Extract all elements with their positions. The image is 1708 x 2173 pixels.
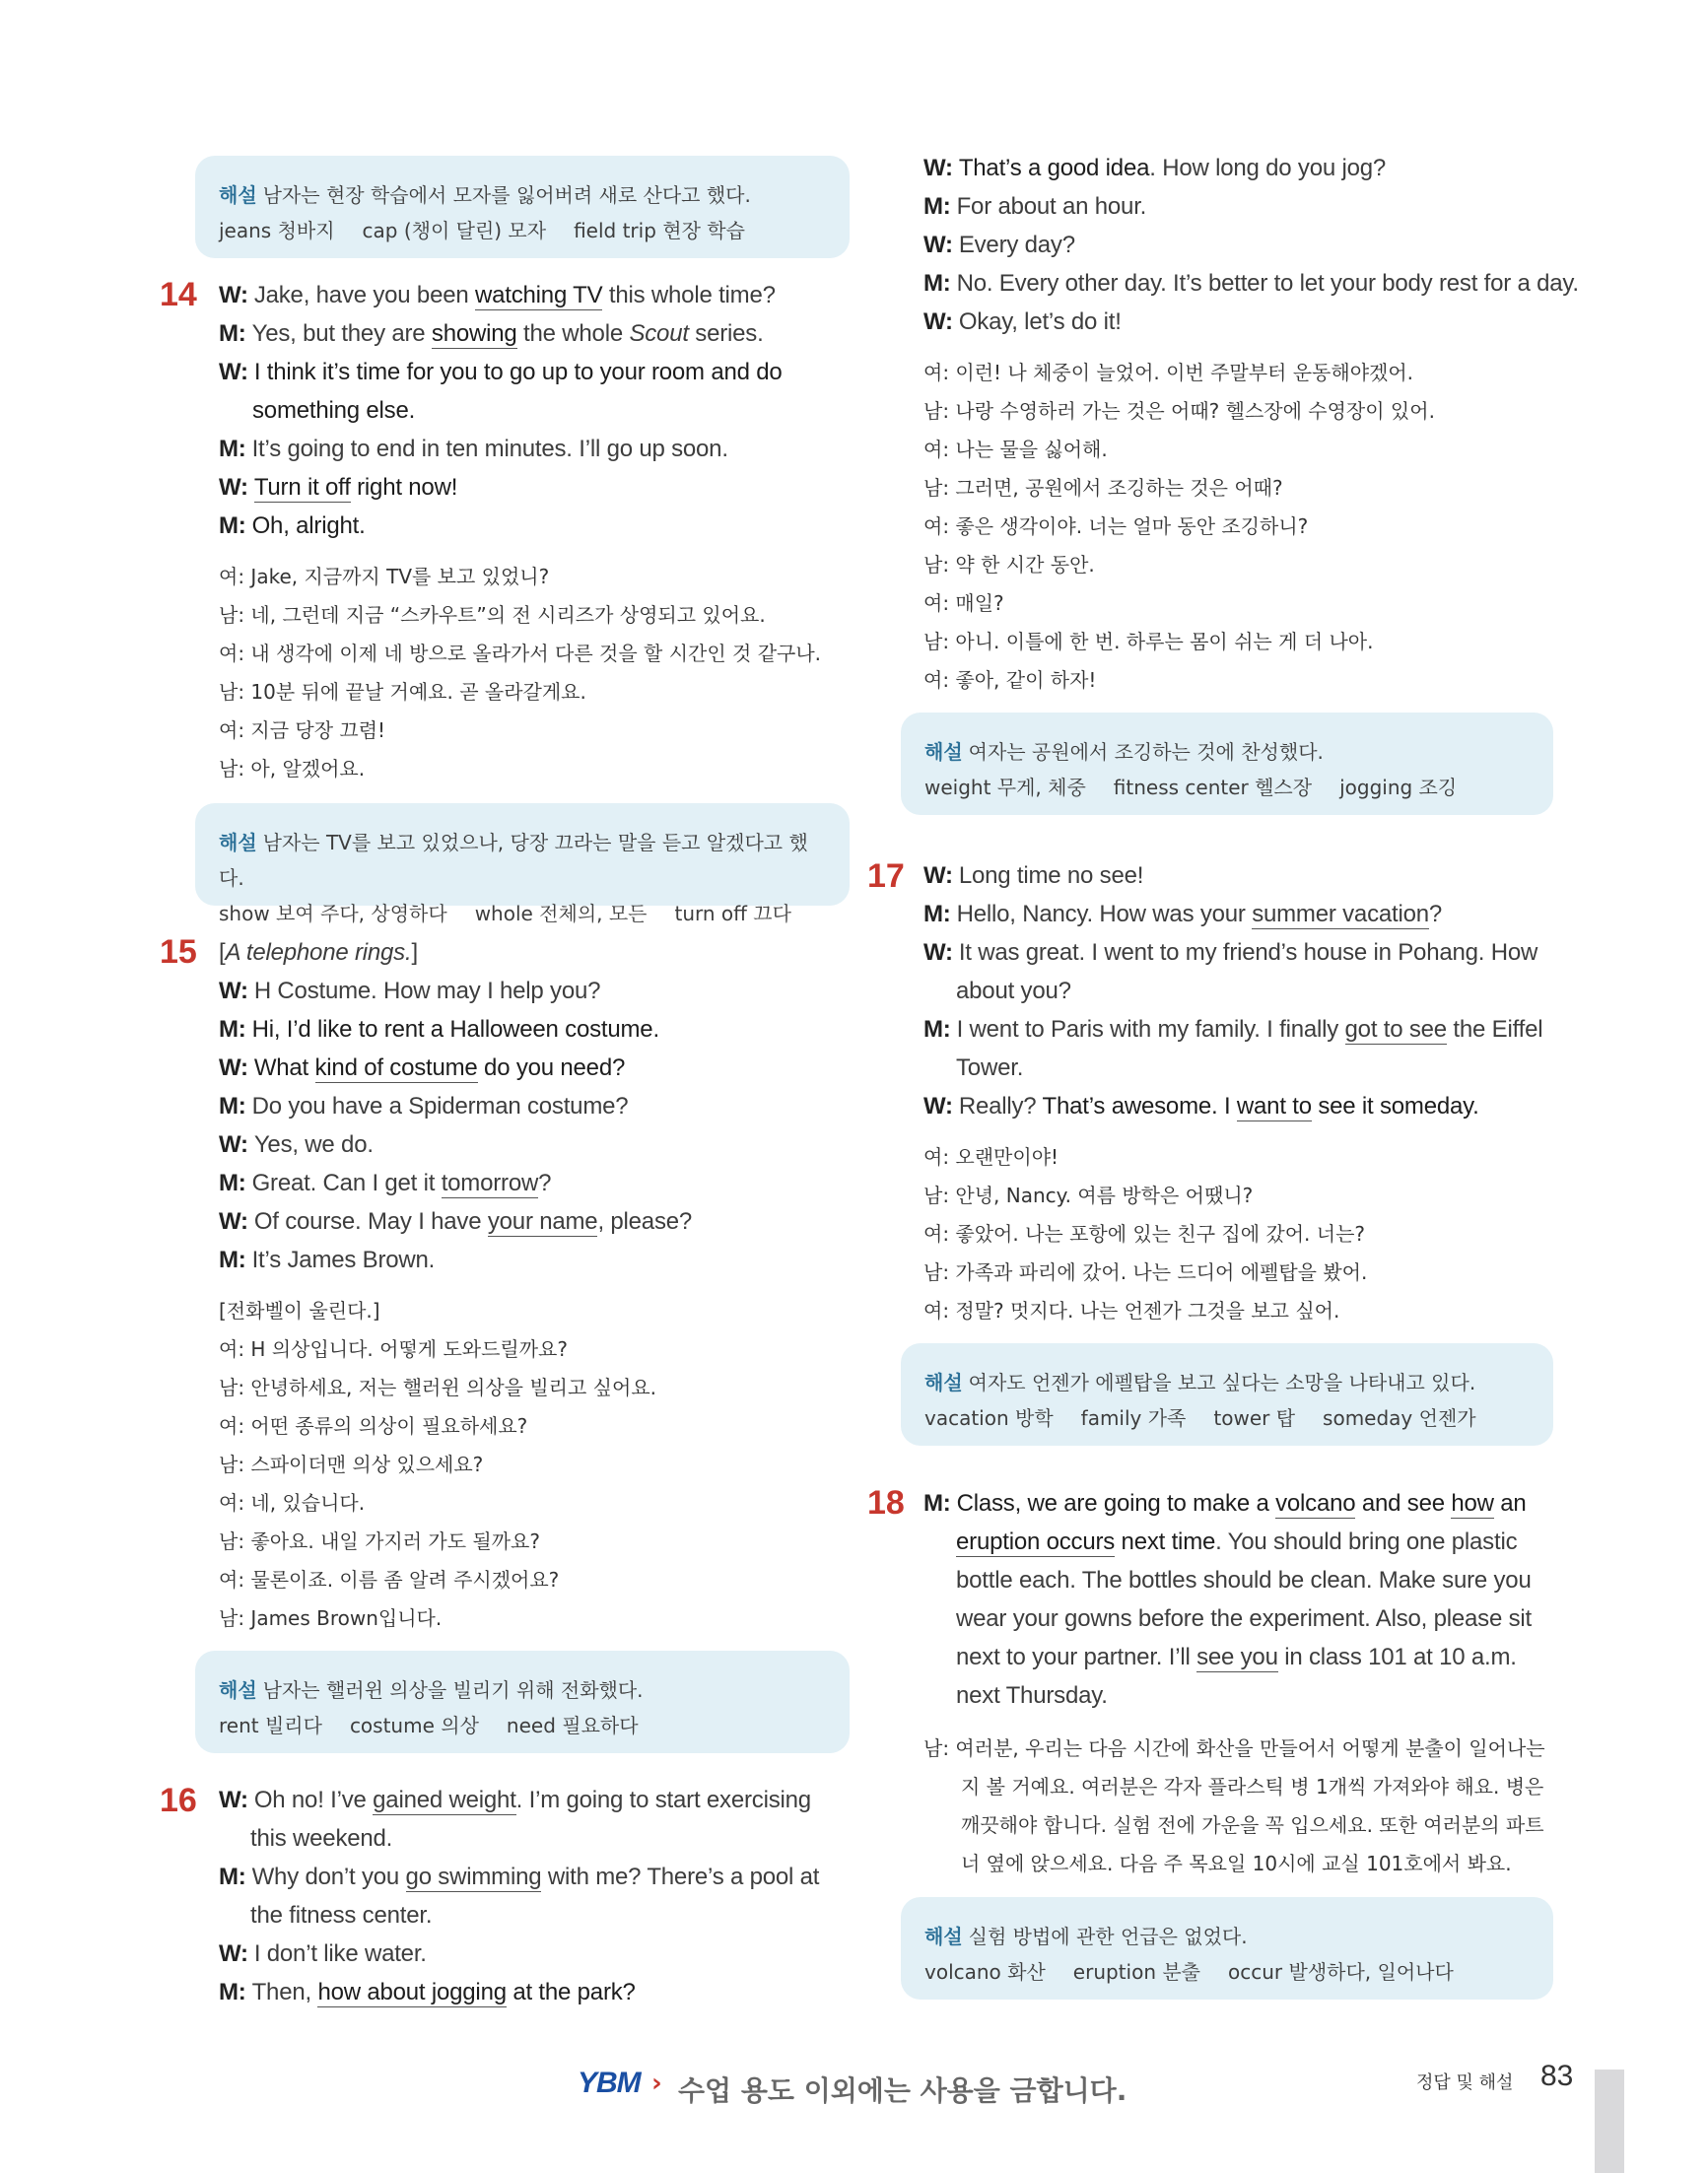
vocab-item: family 가족	[1080, 1406, 1187, 1430]
dialogue-line: M: Do you have a Spiderman costume?	[219, 1093, 629, 1120]
dialogue-line: M: Oh, alright.	[219, 512, 366, 539]
translation-line: 남: 아, 알겠어요.	[219, 757, 366, 781]
translation-line: [전화벨이 울린다.]	[219, 1299, 380, 1323]
translation-line: 여: 나는 물을 싫어해.	[923, 438, 1108, 461]
translation-line: 남: 네, 그런데 지금 “스카우트”의 전 시리즈가 상영되고 있어요.	[219, 603, 766, 627]
explanation-box-18	[901, 1897, 1553, 2000]
dialogue-line: M: Then, how about jogging at the park?	[219, 1979, 636, 2005]
explanation-label: 해설	[924, 1925, 963, 1948]
dialogue-line: eruption occurs next time. You should bring one plastic	[956, 1528, 1518, 1555]
explanation-label: 해설	[219, 1678, 257, 1702]
dialogue-line: M: For about an hour.	[923, 193, 1147, 220]
vocab-item: rent 빌리다	[219, 1714, 322, 1737]
dialogue-line: W: Every day?	[923, 232, 1075, 258]
dialogue-line: next to your partner. I’ll see you in class 101 at 10 a.m.	[956, 1644, 1517, 1670]
vocab-item: whole 전체의, 모든	[474, 902, 648, 925]
translation-line: 남: 그러면, 공원에서 조깅하는 것은 어때?	[923, 476, 1283, 500]
explanation-label: 해설	[924, 740, 963, 764]
dialogue-line: W: Turn it off right now!	[219, 474, 458, 501]
section-label: 정답 및 해설	[1416, 2072, 1514, 2093]
translation-line: 남: 나랑 수영하러 가는 것은 어때? 헬스장에 수영장이 있어.	[923, 399, 1435, 423]
ybm-logo: YBM	[578, 2067, 641, 2099]
translation-line: 여: 지금 당장 끄렴!	[219, 718, 386, 742]
dialogue-line: W: That’s a good idea. How long do you jog?	[923, 155, 1387, 181]
dialogue-line: M: It’s going to end in ten minutes. I’ll go up soon.	[219, 436, 728, 462]
explanation-text: 여자는 공원에서 조깅하는 것에 찬성했다.	[968, 740, 1324, 764]
translation-line: 여: 물론이죠. 이름 좀 알려 주시겠어요?	[219, 1568, 560, 1592]
translation-line: 지 볼 거예요. 여러분은 각자 플라스틱 병 1개씩 가져와야 해요. 병은	[961, 1775, 1544, 1799]
vocab-item: jogging 조깅	[1339, 776, 1458, 799]
translation-line: 너 옆에 앉으세요. 다음 주 목요일 10시에 교실 101호에서 봐요.	[961, 1852, 1512, 1875]
dialogue-line: about you?	[956, 978, 1071, 1004]
dialogue-line: W: I don’t like water.	[219, 1940, 427, 1967]
translation-line: 여: 좋아, 같이 하자!	[923, 668, 1097, 692]
dialogue-line: W: Okay, let’s do it!	[923, 308, 1122, 335]
translation-line: 여: 네, 있습니다.	[219, 1491, 366, 1515]
dialogue-line: W: Yes, we do.	[219, 1131, 374, 1158]
dialogue-line: M: Hello, Nancy. How was your summer vacation?	[923, 901, 1443, 927]
translation-line: 남: 10분 뒤에 끝날 거예요. 곧 올라갈게요.	[219, 680, 586, 704]
explanation-label: 해설	[219, 831, 257, 854]
translation-line: 여: 정말? 멋지다. 나는 언젠가 그것을 보고 싶어.	[923, 1299, 1340, 1323]
dialogue-line: W: Of course. May I have your name, please?	[219, 1208, 693, 1235]
translation-line: 여: 매일?	[923, 591, 1004, 615]
vocab-item: weight 무게, 체중	[924, 776, 1086, 799]
dialogue-line: W: It was great. I went to my friend’s house in Pohang. How	[923, 939, 1538, 966]
vocab-item: turn off 끄다	[674, 902, 791, 925]
vocab-item: fitness center 헬스장	[1113, 776, 1313, 799]
vocab-item: someday 언젠가	[1323, 1406, 1476, 1430]
dialogue-line: W: H Costume. How may I help you?	[219, 978, 601, 1004]
vocab-item: tower 탑	[1213, 1406, 1296, 1430]
explanation-box-16	[901, 713, 1553, 815]
chevron-right-icon: ›	[651, 2069, 662, 2098]
page-number: 83	[1540, 2060, 1574, 2092]
vocab-item: eruption 분출	[1072, 1960, 1201, 1984]
dialogue-line: W: I think it’s time for you to go up to your room and do	[219, 359, 783, 385]
translation-line: 남: 스파이더맨 의상 있으세요?	[219, 1453, 484, 1476]
dialogue-line: this weekend.	[250, 1825, 393, 1852]
dialogue-line: M: Class, we are going to make a volcano and see how an	[923, 1490, 1527, 1517]
dialogue-line: M: No. Every other day. It’s better to let your body rest for a day.	[923, 270, 1579, 297]
vocab-item: field trip 현장 학습	[574, 219, 745, 242]
translation-line: 남: 아니. 이틀에 한 번. 하루는 몸이 쉬는 게 더 나아.	[923, 630, 1374, 653]
translation-line: 여: 어떤 종류의 의상이 필요하세요?	[219, 1414, 528, 1438]
vocab-item: occur 발생하다, 일어나다	[1228, 1960, 1454, 1984]
explanation-box-13	[195, 156, 850, 258]
explanation-text: 남자는 핼러윈 의상을 빌리기 위해 전화했다.	[262, 1678, 644, 1702]
dialogue-line: [A telephone rings.]	[219, 939, 418, 966]
translation-line: 남: 가족과 파리에 갔어. 나는 드디어 에펠탑을 봤어.	[923, 1260, 1368, 1284]
translation-line: 남: 안녕하세요, 저는 핼러윈 의상을 빌리고 싶어요.	[219, 1376, 656, 1399]
translation-line: 남: 여러분, 우리는 다음 시간에 화산을 만들어서 어떻게 분출이 일어나는	[923, 1736, 1545, 1760]
translation-line: 여: Jake, 지금까지 TV를 보고 있었니?	[219, 565, 550, 588]
dialogue-line: M: Hi, I’d like to rent a Halloween costume.	[219, 1016, 659, 1043]
explanation-text: 여자도 언젠가 에펠탑을 보고 싶다는 소망을 나타내고 있다.	[968, 1371, 1476, 1394]
dialogue-line: M: Yes, but they are showing the whole Scout series.	[219, 320, 764, 347]
explanation-text: 남자는 현장 학습에서 모자를 잃어버려 새로 산다고 했다.	[262, 183, 751, 207]
dialogue-line: W: Oh no! I’ve gained weight. I’m going to start exercising	[219, 1787, 811, 1813]
translation-line: 남: 약 한 시간 동안.	[923, 553, 1095, 577]
dialogue-line: the fitness center.	[250, 1902, 433, 1929]
translation-line: 여: H 의상입니다. 어떻게 도와드릴까요?	[219, 1337, 568, 1361]
dialogue-line: W: What kind of costume do you need?	[219, 1054, 626, 1081]
explanation-text: 남자는 TV를 보고 있었으나, 당장 끄라는 말을 듣고 알겠다고 했다.	[219, 831, 808, 890]
dialogue-line: Tower.	[956, 1054, 1024, 1081]
vocab-item: volcano 화산	[924, 1960, 1046, 1984]
question-number: 14	[160, 276, 197, 313]
translation-line: 여: 좋았어. 나는 포항에 있는 친구 집에 갔어. 너는?	[923, 1222, 1366, 1246]
dialogue-line: M: It’s James Brown.	[219, 1247, 436, 1273]
vocab-item: need 필요하다	[506, 1714, 639, 1737]
dialogue-line: M: Great. Can I get it tomorrow?	[219, 1170, 552, 1196]
dialogue-line: W: Really? That’s awesome. I want to see it someday.	[923, 1093, 1479, 1120]
dialogue-line: bottle each. The bottles should be clean. Make sure you	[956, 1567, 1532, 1594]
page-edge-tab	[1595, 2070, 1624, 2173]
dialogue-line: something else.	[252, 397, 416, 424]
translation-line: 남: 좋아요. 내일 가지러 가도 될까요?	[219, 1529, 540, 1553]
explanation-label: 해설	[219, 183, 257, 207]
dialogue-line: wear your gowns before the experiment. Also, please sit	[956, 1605, 1532, 1632]
question-number: 17	[867, 857, 905, 895]
explanation-text: 실험 방법에 관한 언급은 없었다.	[968, 1925, 1248, 1948]
translation-line: 여: 이런! 나 체중이 늘었어. 이번 주말부터 운동해야겠어.	[923, 361, 1414, 384]
vocab-item: vacation 방학	[924, 1406, 1054, 1430]
dialogue-line: next Thursday.	[956, 1682, 1108, 1709]
translation-line: 여: 오랜만이야!	[923, 1145, 1059, 1169]
question-number: 15	[160, 933, 197, 971]
vocab-item: jeans 청바지	[219, 219, 335, 242]
explanation-label: 해설	[924, 1371, 963, 1394]
dialogue-line: W: Long time no see!	[923, 862, 1144, 889]
explanation-box-14	[195, 803, 850, 925]
translation-line: 여: 내 생각에 이제 네 방으로 올라가서 다른 것을 할 시간인 것 같구나.	[219, 642, 822, 665]
question-number: 16	[160, 1782, 197, 1819]
translation-line: 깨끗해야 합니다. 실험 전에 가운을 꼭 입으세요. 또한 여러분의 파트	[961, 1813, 1544, 1837]
explanation-box-17	[901, 1343, 1553, 1446]
dialogue-line: W: Jake, have you been watching TV this whole time?	[219, 282, 776, 308]
vocab-item: show 보여 주다, 상영하다	[219, 902, 447, 925]
question-number: 18	[867, 1484, 905, 1522]
translation-line: 남: 안녕, Nancy. 여름 방학은 어땠니?	[923, 1184, 1254, 1207]
translation-line: 남: James Brown입니다.	[219, 1606, 443, 1630]
usage-notice: 수업 용도 이외에는 사용을 금합니다.	[678, 2074, 1127, 2107]
vocab-item: cap (챙이 달린) 모자	[362, 219, 547, 242]
vocab-item: costume 의상	[349, 1714, 479, 1737]
dialogue-line: M: I went to Paris with my family. I finally got to see the Eiffel	[923, 1016, 1543, 1043]
explanation-box-15	[195, 1651, 850, 1753]
dialogue-line: M: Why don’t you go swimming with me? There’s a pool at	[219, 1864, 820, 1890]
translation-line: 여: 좋은 생각이야. 너는 얼마 동안 조깅하니?	[923, 514, 1309, 538]
